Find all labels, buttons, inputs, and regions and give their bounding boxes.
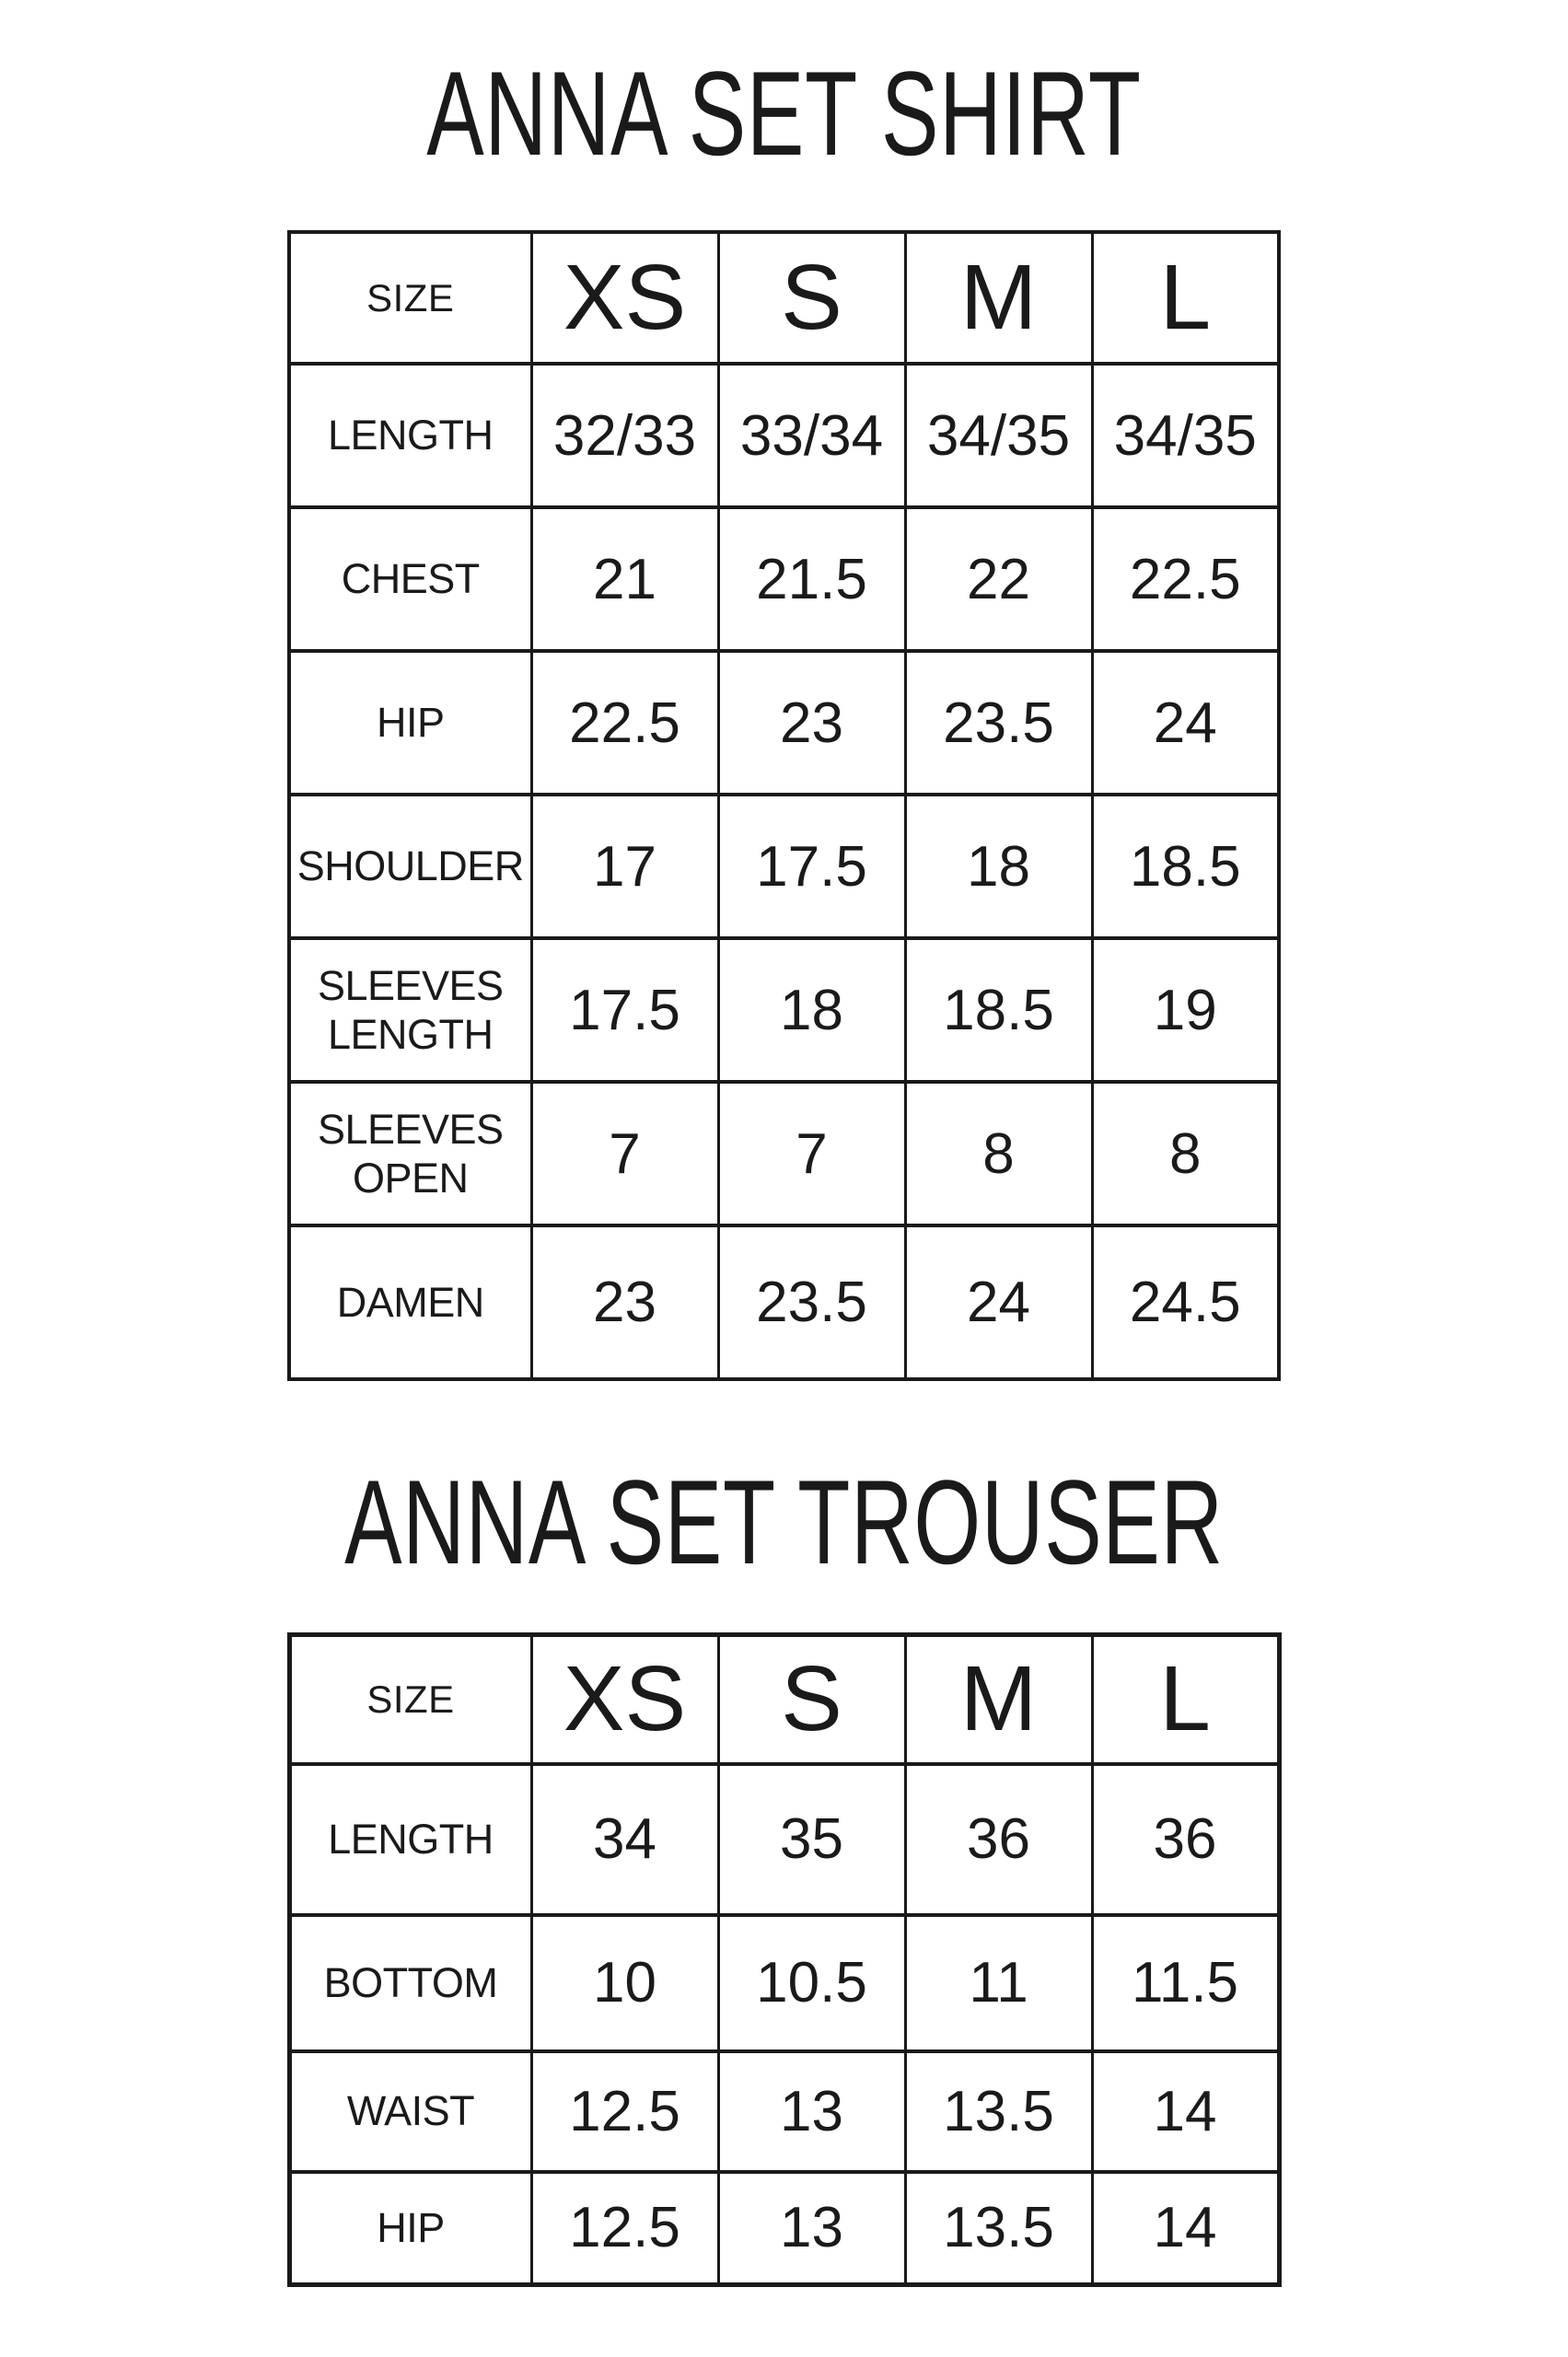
value-cell: 24.5 bbox=[1092, 1225, 1279, 1379]
row-label-cell: WAIST bbox=[289, 2051, 531, 2172]
value-cell: 14 bbox=[1092, 2172, 1279, 2285]
col-header-l: L bbox=[1092, 1635, 1279, 1764]
row-label-cell: SLEEVES OPEN bbox=[289, 1082, 531, 1225]
value-cell: 36 bbox=[1092, 1764, 1279, 1915]
value-cell: 12.5 bbox=[531, 2051, 718, 2172]
value-cell: 24 bbox=[905, 1225, 1092, 1379]
value-cell: 7 bbox=[718, 1082, 905, 1225]
table-row bbox=[289, 507, 1279, 651]
value-cell: 24 bbox=[1092, 651, 1279, 795]
value-cell: 10.5 bbox=[718, 1915, 905, 2051]
row-label-cell: LENGTH bbox=[289, 1764, 531, 1915]
col-header-xs: XS bbox=[531, 232, 718, 364]
value-cell: 35 bbox=[718, 1764, 905, 1915]
value-cell: 14 bbox=[1092, 2051, 1279, 2172]
col-header-s: S bbox=[718, 1635, 905, 1764]
value-cell: 34/35 bbox=[1092, 364, 1279, 507]
row-label-cell: HIP bbox=[289, 2172, 531, 2285]
value-cell: 23 bbox=[531, 1225, 718, 1379]
value-cell: 18 bbox=[905, 795, 1092, 938]
row-label-cell: LENGTH bbox=[289, 364, 531, 507]
value-cell: 23.5 bbox=[718, 1225, 905, 1379]
value-cell: 13.5 bbox=[905, 2172, 1092, 2285]
table-row bbox=[289, 2051, 1279, 2172]
value-cell: 36 bbox=[905, 1764, 1092, 1915]
value-cell: 18.5 bbox=[905, 938, 1092, 1082]
table-row bbox=[289, 2172, 1279, 2285]
value-cell: 11.5 bbox=[1092, 1915, 1279, 2051]
trouser-size-table bbox=[287, 1632, 1282, 2287]
table-row bbox=[289, 364, 1279, 507]
value-cell: 34 bbox=[531, 1764, 718, 1915]
row-label-cell: HIP bbox=[289, 651, 531, 795]
col-header-xs: XS bbox=[531, 1635, 718, 1764]
trouser-size-chart bbox=[0, 1381, 1568, 2287]
table-row bbox=[289, 1082, 1279, 1225]
value-cell: 8 bbox=[905, 1082, 1092, 1225]
value-cell: 13.5 bbox=[905, 2051, 1092, 2172]
table-row bbox=[289, 1764, 1279, 1915]
shirt-size-table bbox=[287, 230, 1281, 1381]
col-header-m: M bbox=[905, 232, 1092, 364]
value-cell: 18.5 bbox=[1092, 795, 1279, 938]
value-cell: 12.5 bbox=[531, 2172, 718, 2285]
value-cell: 10 bbox=[531, 1915, 718, 2051]
value-cell: 17.5 bbox=[718, 795, 905, 938]
header-row bbox=[289, 1635, 1279, 1764]
col-header-l: L bbox=[1092, 232, 1279, 364]
value-cell: 22.5 bbox=[1092, 507, 1279, 651]
size-header-cell: SIZE bbox=[289, 232, 531, 364]
value-cell: 17.5 bbox=[531, 938, 718, 1082]
value-cell: 7 bbox=[531, 1082, 718, 1225]
table-row bbox=[289, 795, 1279, 938]
row-label-cell: SHOULDER bbox=[289, 795, 531, 938]
row-label-cell: DAMEN bbox=[289, 1225, 531, 1379]
table-row bbox=[289, 938, 1279, 1082]
row-label-cell: CHEST bbox=[289, 507, 531, 651]
shirt-chart-title: ANNA SET SHIRT bbox=[426, 46, 1142, 180]
table-row bbox=[289, 1225, 1279, 1379]
table-row bbox=[289, 1915, 1279, 2051]
value-cell: 11 bbox=[905, 1915, 1092, 2051]
row-label-cell: BOTTOM bbox=[289, 1915, 531, 2051]
value-cell: 18 bbox=[718, 938, 905, 1082]
size-header-cell: SIZE bbox=[289, 1635, 531, 1764]
value-cell: 34/35 bbox=[905, 364, 1092, 507]
value-cell: 8 bbox=[1092, 1082, 1279, 1225]
value-cell: 13 bbox=[718, 2172, 905, 2285]
value-cell: 32/33 bbox=[531, 364, 718, 507]
value-cell: 13 bbox=[718, 2051, 905, 2172]
col-header-m: M bbox=[905, 1635, 1092, 1764]
value-cell: 17 bbox=[531, 795, 718, 938]
value-cell: 23.5 bbox=[905, 651, 1092, 795]
value-cell: 21.5 bbox=[718, 507, 905, 651]
col-header-s: S bbox=[718, 232, 905, 364]
value-cell: 23 bbox=[718, 651, 905, 795]
value-cell: 22 bbox=[905, 507, 1092, 651]
value-cell: 33/34 bbox=[718, 364, 905, 507]
row-label-cell: SLEEVES LENGTH bbox=[289, 938, 531, 1082]
value-cell: 21 bbox=[531, 507, 718, 651]
trouser-chart-title: ANNA SET TROUSER bbox=[344, 1455, 1224, 1589]
table-row bbox=[289, 651, 1279, 795]
header-row bbox=[289, 232, 1279, 364]
value-cell: 22.5 bbox=[531, 651, 718, 795]
value-cell: 19 bbox=[1092, 938, 1279, 1082]
